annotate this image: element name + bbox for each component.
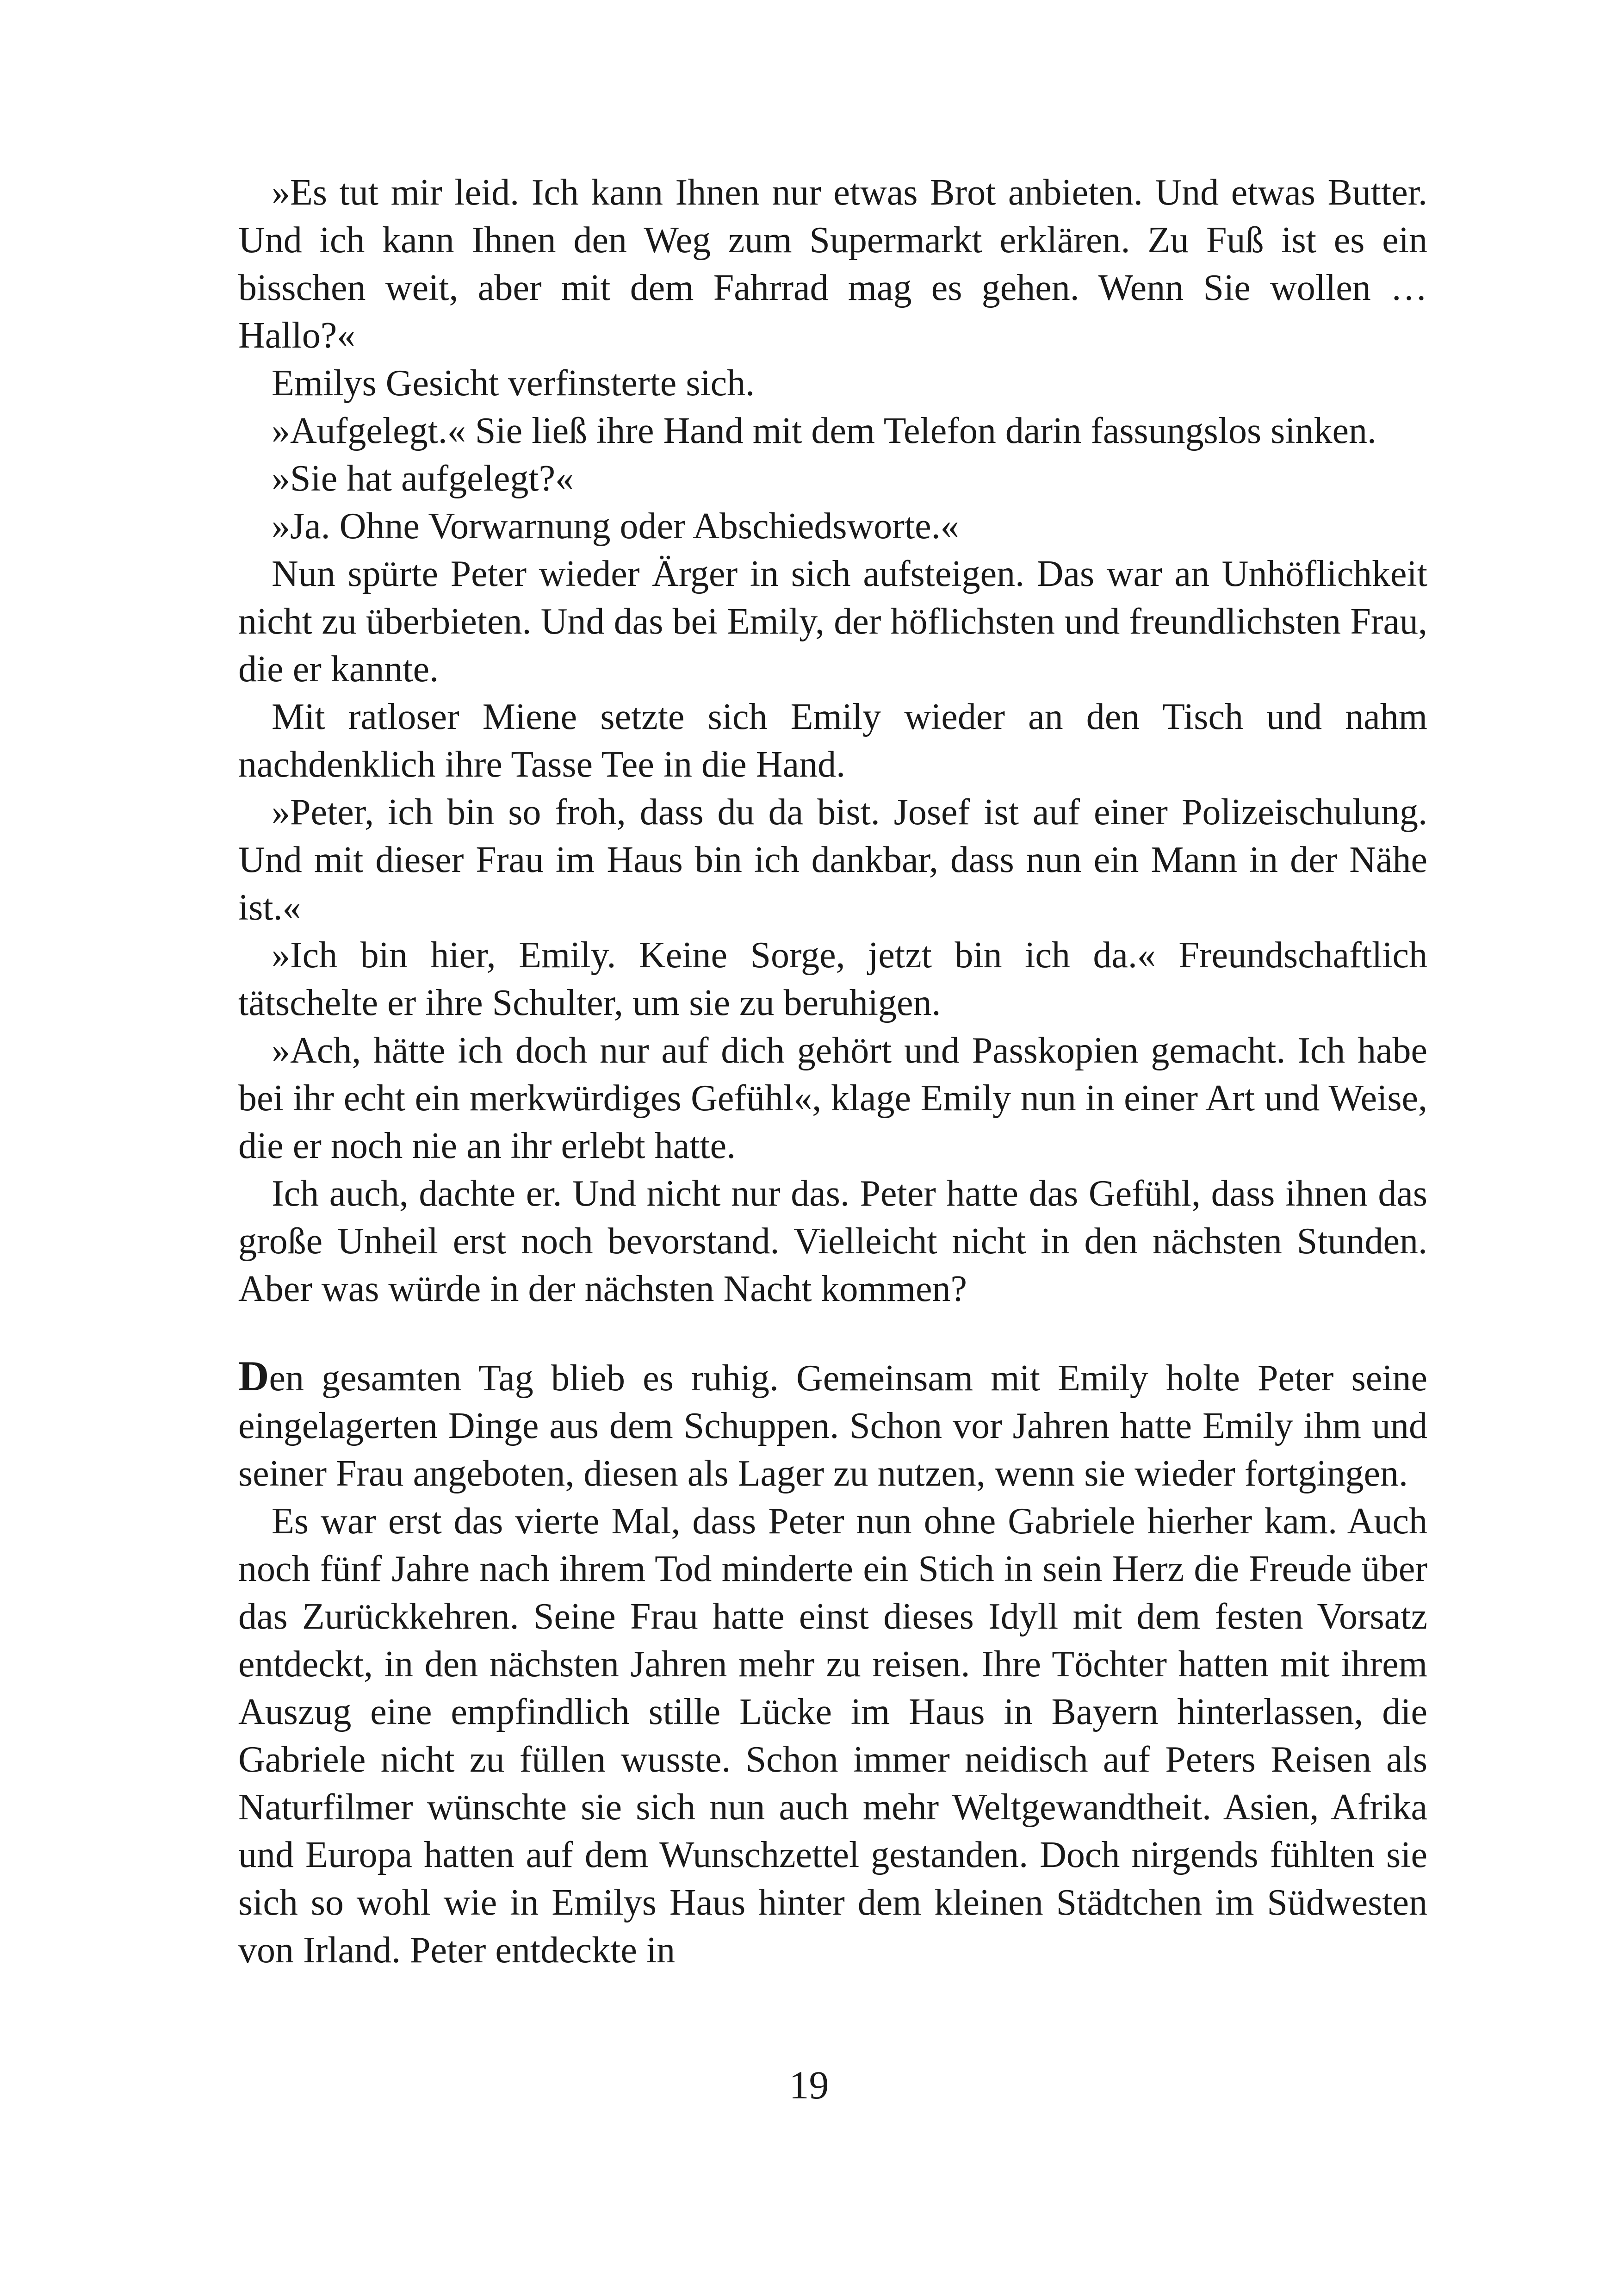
paragraph: »Sie hat aufgelegt?«: [272, 458, 574, 499]
paragraph: Es war erst das vierte Mal, dass Peter nun ohne Gabriele hierher kam. Auch noch fünf Jahre nach ihrem Tod minderte ein Stich in sein Herz die Freude über das Zurückkehren. Seine Frau hatte einst dieses Idyll mit dem festen Vorsatz entdeckt, in den nächsten Jahren mehr zu reisen. Ihre Töchter hatten mit ihrem Auszug eine empfindlich stille Lücke im Haus in Bayern hinterlassen, die Gabriele nicht zu füllen wusste. Schon immer neidisch auf Peters Reisen als Naturfilmer wünschte sie sich nun auch mehr Weltgewandtheit. Asien, Afrika und Europa hatten auf dem Wunschzettel gestanden. Doch nirgends fühlten sie sich so wohl wie in Emilys Haus hinter dem kleinen Städtchen im Südwesten von Irland. Peter entdeckte in: [238, 1501, 1427, 1971]
opening-text: en gesamten Tag blieb es ruhig. Gemeinsam mit Emily holte Peter seine eingelagerten Dinge aus dem Schuppen. Schon vor Jahren hatte Emily ihm und seiner Frau angeboten, diesen als Lager zu nutzen, wenn sie wieder fortgingen.: [238, 1358, 1427, 1494]
section-one: [238, 169, 1427, 1313]
paragraph: »Es tut mir leid. Ich kann Ihnen nur etwas Brot anbieten. Und etwas Butter. Und ich kann Ihnen den Weg zum Supermarkt erklären. Zu Fuß ist es ein bisschen weit, aber mit dem Fahrrad mag es gehen. Wenn Sie wollen … Hallo?«: [238, 172, 1427, 356]
paragraph: »Aufgelegt.« Sie ließ ihre Hand mit dem Telefon darin fassungslos sinken.: [272, 411, 1377, 451]
paragraph: Emilys Gesicht verfinsterte sich.: [272, 363, 755, 404]
paragraph: Nun spürte Peter wieder Ärger in sich aufsteigen. Das war an Unhöflichkeit nicht zu überbieten. Und das bei Emily, der höflichsten und freundlichsten Frau, die er kannte.: [238, 554, 1427, 690]
paragraph: Ich auch, dachte er. Und nicht nur das. Peter hatte das Gefühl, dass ihnen das große Unheil erst noch bevorstand. Vielleicht nicht in den nächsten Stunden. Aber was würde in der nächsten Nacht kommen?: [238, 1173, 1427, 1309]
paragraph: »Ja. Ohne Vorwarnung oder Abschiedsworte.«: [272, 506, 959, 547]
initial-letter: D: [238, 1352, 269, 1400]
section-opening-paragraph: [238, 1352, 1427, 1498]
section-two: [238, 1352, 1427, 1974]
page-number: 19: [789, 2063, 829, 2107]
paragraph: »Ich bin hier, Emily. Keine Sorge, jetzt bin ich da.« Freundschaftlich tätschelte er ihre Schulter, um sie zu beruhigen.: [238, 935, 1427, 1023]
paragraph: Mit ratloser Miene setzte sich Emily wieder an den Tisch und nahm nachdenklich ihre Tasse Tee in die Hand.: [238, 697, 1427, 785]
paragraph: »Ach, hätte ich doch nur auf dich gehört und Passkopien gemacht. Ich habe bei ihr echt ein merkwürdiges Gefühl«, klage Emily nun in einer Art und Weise, die er noch nie an ihr erlebt hatte.: [238, 1030, 1427, 1166]
paragraph: »Peter, ich bin so froh, dass du da bist. Josef ist auf einer Polizeischulung. Und mit dieser Frau im Haus bin ich dankbar, dass nun ein Mann in der Nähe ist.«: [238, 792, 1427, 928]
